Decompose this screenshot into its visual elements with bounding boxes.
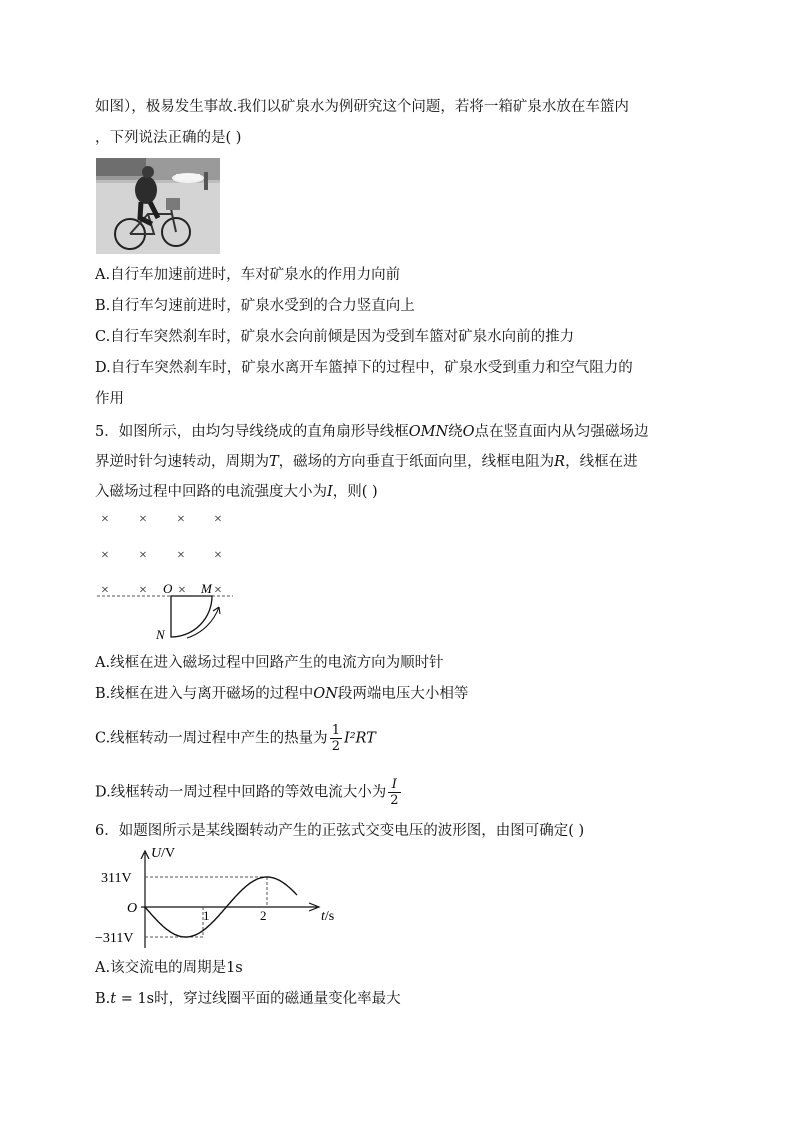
field-cross: × [139, 548, 147, 563]
field-cross: × [214, 548, 222, 563]
field-cross: × [214, 583, 222, 598]
y-axis-label: U/V [151, 846, 176, 861]
y-max-label: 311V [101, 871, 132, 886]
field-cross: × [139, 583, 147, 598]
field-cross: × [177, 548, 185, 563]
label-m: M [201, 581, 212, 596]
stem-line-1: 如图），极易发生事故.我们以矿泉水为例研究这个问题，若将一箱矿泉水放在车篮内 [95, 99, 629, 115]
origin-label: O [127, 901, 138, 916]
q4-option-a: A.自行车加速前进时，车对矿泉水的作用力向前 [95, 267, 401, 283]
q5-stem-line-3: 入磁场过程中回路的电流强度大小为I，则( ) [95, 484, 378, 500]
bicycle-photo [96, 158, 220, 254]
q6-waveform-figure [95, 843, 355, 955]
q6-option-b: B.t = 1s时，穿过线圈平面的磁通量变化率最大 [95, 991, 401, 1007]
q5-stem-line-1: 5．如图所示，由均匀导线绕成的直角扇形导线框OMN绕O点在竖直面内从匀强磁场边 [95, 424, 649, 440]
y-min-label: −311V [95, 931, 134, 946]
q5-stem-line-2: 界逆时针匀速转动，周期为T，磁场的方向垂直于纸面向里，线框电阻为R，线框在进 [95, 454, 638, 470]
stem-line-2: ，下列说法正确的是( ) [95, 130, 242, 146]
sector-frame [171, 596, 212, 637]
x-axis-label: t/s [321, 909, 335, 924]
field-cross: × [139, 512, 147, 527]
q5-option-a: A.线框在进入磁场过程中回路产生的电流方向为顺时针 [95, 655, 444, 671]
label-o: O [163, 581, 173, 596]
x-tick-1: 1 [203, 908, 210, 923]
field-cross: × [101, 583, 109, 598]
field-cross: × [214, 512, 222, 527]
q5-option-c: C.线框转动一周过程中产生的热量为 $\frac{1}{2}$ I²RT [95, 723, 376, 754]
q5-option-b: B.线框在进入与离开磁场的过程中ON段两端电压大小相等 [95, 686, 469, 702]
q4-option-c: C.自行车突然刹车时，矿泉水会向前倾是因为受到车篮对矿泉水向前的推力 [95, 329, 575, 345]
q6-stem: 6．如题图所示是某线圈转动产生的正弦式交变电压的波形图，由图可确定( ) [95, 823, 585, 839]
field-cross: × [101, 548, 109, 563]
q4-option-d: D.自行车突然刹车时，矿泉水离开车篮掉下的过程中，矿泉水受到重力和空气阻力的 [95, 360, 633, 376]
field-cross: × [178, 583, 186, 598]
q6-option-a: A.该交流电的周期是1s [95, 960, 243, 976]
field-cross: × [177, 512, 185, 527]
q5-magnetic-field-figure [95, 505, 245, 645]
q5-option-d: D.线框转动一周过程中回路的等效电流大小为 $\frac{I}{2}$ [95, 777, 399, 808]
x-tick-2: 2 [260, 908, 267, 923]
q4-option-d-cont: 作用 [95, 391, 124, 407]
field-cross: × [101, 512, 109, 527]
label-n: N [156, 627, 165, 642]
q4-option-b: B.自行车匀速前进时，矿泉水受到的合力竖直向上 [95, 298, 415, 314]
